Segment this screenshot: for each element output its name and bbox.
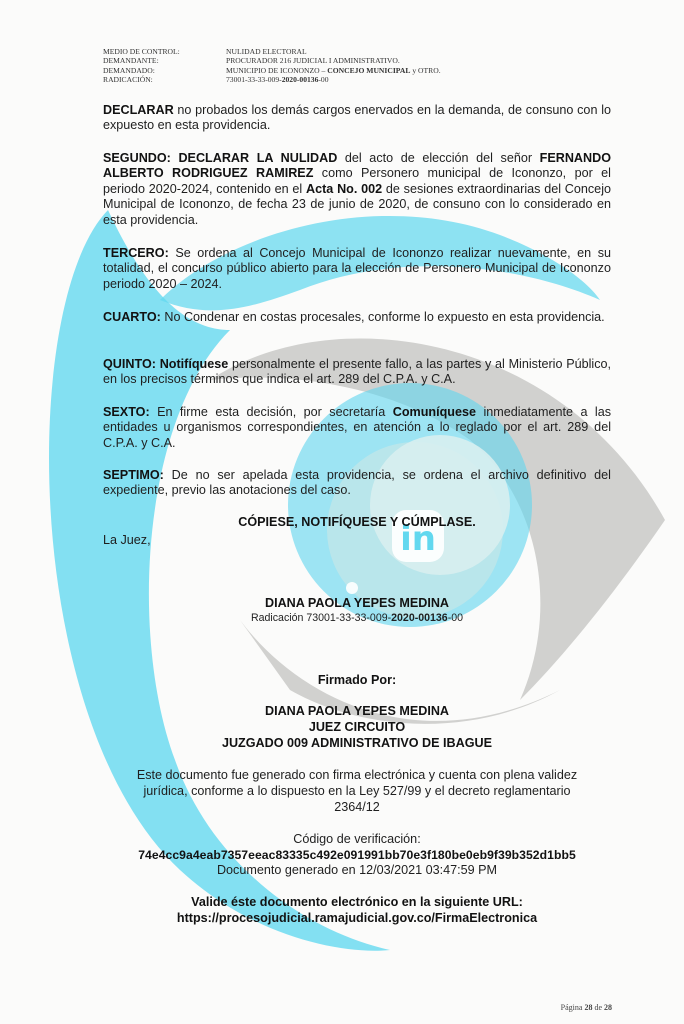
header-row <box>103 75 573 84</box>
header-key: DEMANDADO: <box>103 65 155 75</box>
validate-instructions: Valide éste documento electrónico en la siguiente URL: <box>191 895 523 909</box>
header-key: DEMANDANTE: <box>103 56 159 66</box>
header-key: RADICACIÓN: <box>103 75 153 85</box>
validity-line-3: 2364/12 <box>334 800 380 814</box>
paragraph-quinto: QUINTO: Notifíquese personalmente el presente fallo, a las partes y al Ministerio Público, en los precisos términos que indica el art. 289 del C.P.A. y C.A. <box>103 357 611 387</box>
generated-date: Documento generado en 12/03/2021 03:47:59 PM <box>216 863 498 877</box>
case-header <box>103 47 573 85</box>
header-value: NULIDAD ELECTORAL <box>226 47 307 56</box>
closing-formula: CÓPIESE, NOTIFÍQUESE Y CÚMPLASE. <box>238 515 476 529</box>
paragraph-cuarto: CUARTO: No Condenar en costas procesales, conforme lo expuesto en esta providencia. <box>103 310 605 324</box>
firma-role: JUEZ CIRCUITO <box>308 720 406 734</box>
header-row <box>103 66 573 75</box>
page-number: Página 28 de 28 <box>560 1003 612 1012</box>
header-row <box>103 56 573 65</box>
header-row <box>103 47 573 56</box>
validate-url-link[interactable]: https://procesojudicial.ramajudicial.gov.co/FirmaElectronica <box>176 911 538 925</box>
firma-name: DIANA PAOLA YEPES MEDINA <box>264 704 450 718</box>
verification-code-label: Código de verificación: <box>293 832 421 846</box>
la-juez-label: La Juez, <box>103 533 151 547</box>
header-value: MUNICIPIO DE ICONONZO – CONCEJO MUNICIPAL y OTRO. <box>226 65 441 75</box>
paragraph-septimo: SEPTIMO: De no ser apelada esta providencia, se ordena el archivo definitivo del expediente, previo las anotaciones del caso. <box>103 468 611 498</box>
paragraph-declarar: DECLARAR no probados los demás cargos enervados en la demanda, de consuno con lo expuesto en esta providencia. <box>103 103 611 133</box>
validity-line-2: jurídica, conforme a lo dispuesto en la Ley 527/99 y el decreto reglamentario <box>143 784 571 798</box>
header-value: PROCURADOR 216 JUDICIAL I ADMINISTRATIVO. <box>226 56 400 66</box>
paragraph-sexto: SEXTO: En firme esta decisión, por secretaría Comuníquese inmediatamente a las entidades u organismos correspondientes, en atención a lo reglado por el art. 289 del C.P.A. y C.A. <box>103 405 611 450</box>
signer-name: DIANA PAOLA YEPES MEDINA <box>264 596 450 610</box>
paragraph-tercero: TERCERO: Se ordena al Concejo Municipal de Icononzo realizar nuevamente, en su totalidad, el concurso público abierto para la elección de Personero Municipal de Icononzo periodo 2020 – 2024. <box>103 246 611 291</box>
header-key: MEDIO DE CONTROL: <box>103 47 180 56</box>
watermark-logo-text: in <box>400 519 436 559</box>
signer-radicacion: Radicación 73001-33-33-009-2020-00136-00 <box>250 612 464 624</box>
verification-code: 74e4cc9a4eab7357eeac83335c492e091991bb70e3f180be0eb9f39b352d1bb5 <box>138 848 576 862</box>
firmado-por-label: Firmado Por: <box>317 673 397 687</box>
paragraph-segundo: SEGUNDO: DECLARAR LA NULIDAD del acto de elección del señor FERNANDO ALBERTO RODRIGUEZ RAMIREZ como Personero municipal de Icononzo, por el periodo 2020-2024, contenido en el Acta No. 002 de sesiones extraordinarias del Concejo Municipal de Icononzo, de fecha 23 de junio de 2020, de consuno con lo considerado en esta providencia. <box>103 151 611 227</box>
firma-court: JUZGADO 009 ADMINISTRATIVO DE IBAGUE <box>221 736 493 750</box>
header-value: 73001-33-33-009-2020-00136-00 <box>226 75 329 85</box>
validity-line-1: Este documento fue generado con firma electrónica y cuenta con plena validez <box>136 768 578 782</box>
